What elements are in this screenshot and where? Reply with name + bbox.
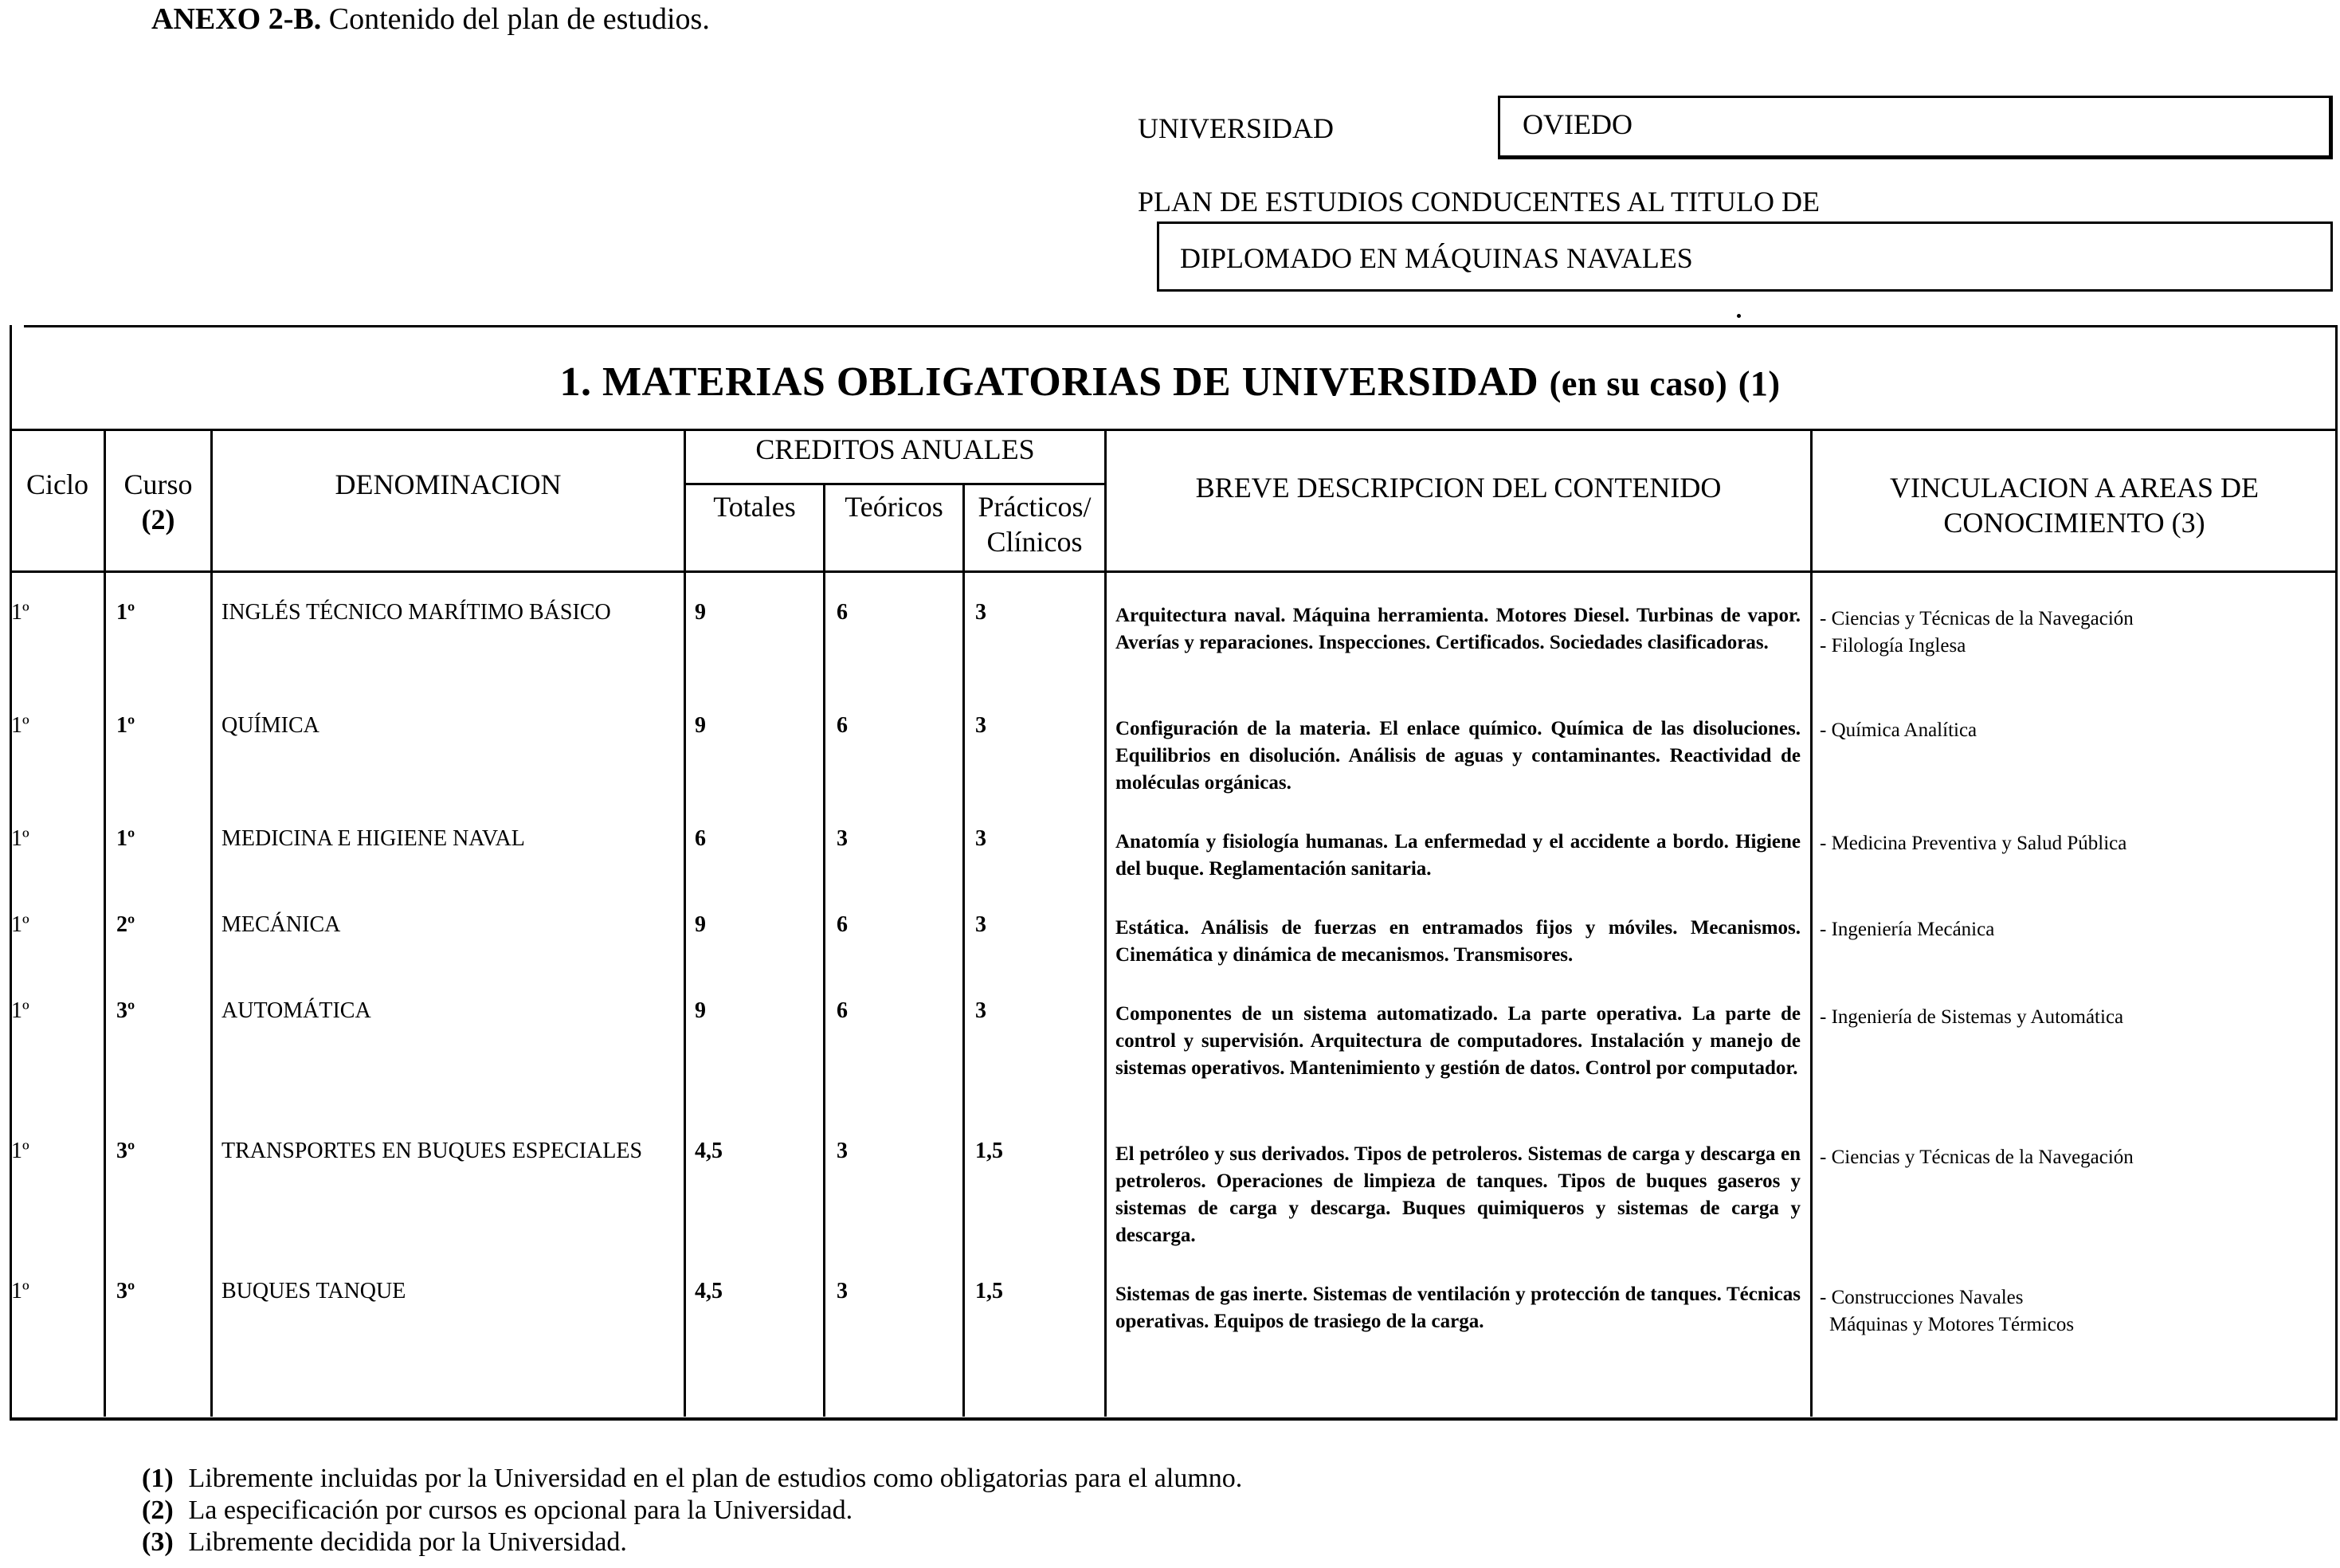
row-descripcion: Anatomía y fisiología humanas. La enfermedad y el accidente a bordo. Higiene del buque. Reglamentación sanitaria. [1115,831,1801,880]
university-label: UNIVERSIDAD [1138,112,1334,144]
section-title-note: (1) [1738,364,1781,403]
footnotes [142,1463,1242,1558]
header-vinculacion [1813,470,2336,540]
col-divider [823,483,825,1417]
header-ciclo: Ciclo [26,468,88,500]
row-area: - Ciencias y Técnicas de la Navegación [1820,1147,2134,1168]
plan-label: PLAN DE ESTUDIOS CONDUCENTES AL TITULO DE [1138,186,1820,218]
row-teoricos: 6 [837,998,848,1023]
header-curso-label: Curso [123,468,193,500]
row-curso: 3º [116,1279,135,1303]
header-bottom-rule [11,570,2336,573]
row-area: - Ingeniería Mecánica [1820,919,1995,940]
row-ciclo: 1º [11,1139,29,1163]
row-totales: 4,5 [695,1279,723,1303]
header-teoricos: Teóricos [845,491,943,523]
row-denominacion: INGLÉS TÉCNICO MARÍTIMO BÁSICO [221,600,611,625]
footnote-text: Libremente incluidas por la Universidad en el plan de estudios como obligatorias para el alumno. [188,1464,1243,1493]
row-curso: 3º [116,1139,135,1163]
footnote [142,1463,1242,1495]
row-ciclo: 1º [11,912,29,937]
row-totales: 4,5 [695,1139,723,1163]
row-area: - Medicina Preventiva y Salud Pública [1820,833,2127,854]
row-ciclo: 1º [11,1279,29,1303]
header-creditos: CREDITOS ANUALES [755,433,1035,465]
annex-number: ANEXO 2-B. [151,2,322,36]
row-denominacion: AUTOMÁTICA [221,998,371,1023]
header-vinculacion-line1: VINCULACION A AREAS DE [1889,472,2260,504]
row-denominacion: QUÍMICA [221,713,319,738]
header-totales: Totales [713,491,796,523]
row-curso: 2º [116,912,135,937]
table-top-border [24,325,2338,327]
credits-subheader-rule [684,483,1104,485]
header-curso-note: (2) [141,504,175,535]
scan-speck [1737,314,1741,318]
row-denominacion: MEDICINA E HIGIENE NAVAL [221,826,525,851]
row-area: - Ciencias y Técnicas de la Navegación [1820,608,2134,629]
row-curso: 1º [116,826,135,851]
header-top-rule [11,429,2336,431]
section-title-suffix: (en su caso) [1549,364,1728,403]
row-area: - Química Analítica [1820,719,1977,741]
row-curso: 1º [116,713,135,738]
row-practicos: 1,5 [975,1139,1003,1163]
row-practicos: 3 [975,998,986,1023]
footnote [142,1495,1242,1527]
col-divider [210,429,213,1417]
row-descripcion: Componentes de un sistema automatizado. La parte operativa. La parte de control y supervisión. Arquitectura de computadores. Instalación y manejo de sistemas operativos. Mantenimiento y gestión de datos. Control por computador. [1115,1003,1801,1079]
footnote-number: (1) [142,1464,174,1493]
annex-text: Contenido del plan de estudios. [328,2,710,36]
row-descripcion: El petróleo y sus derivados. Tipos de petroleros. Sistemas de carga y descarga en petroleros. Operaciones de limpieza de tanques. Tipos de buques gaseros y sistemas de carga y descarga. Buques quimiqueros y sistemas de carga y descarga. [1115,1143,1801,1246]
row-ciclo: 1º [11,826,29,851]
header-practicos [965,489,1104,559]
row-totales: 9 [695,998,706,1023]
row-totales: 9 [695,912,706,937]
row-practicos: 3 [975,713,986,738]
row-practicos: 3 [975,826,986,851]
row-denominacion: TRANSPORTES EN BUQUES ESPECIALES [221,1139,643,1163]
row-area: - Filología Inglesa [1820,635,1966,657]
row-denominacion: MECÁNICA [221,912,341,937]
header-vinculacion-line2: CONOCIMIENTO (3) [1943,507,2205,539]
col-divider [104,429,106,1417]
row-descripcion: Arquitectura naval. Máquina herramienta. Motores Diesel. Turbinas de vapor. Averías y reparaciones. Inspecciones. Certificados. Sociedades clasificadoras. [1115,605,1801,653]
row-teoricos: 6 [837,713,848,738]
col-divider [962,483,965,1417]
row-ciclo: 1º [11,713,29,738]
row-practicos: 3 [975,912,986,937]
section-title-main: 1. MATERIAS OBLIGATORIAS DE UNIVERSIDAD [559,359,1539,405]
footnote [142,1527,1242,1558]
row-teoricos: 3 [837,1139,848,1163]
footnote-number: (3) [142,1527,174,1557]
row-descripcion: Estática. Análisis de fuerzas en entramados fijos y móviles. Mecanismos. Cinemática y dinámica de mecanismos. Transmisores. [1115,917,1801,966]
row-practicos: 1,5 [975,1279,1003,1303]
row-area: Máquinas y Motores Térmicos [1829,1314,2075,1335]
row-teoricos: 3 [837,826,848,851]
row-curso: 3º [116,998,135,1023]
row-teoricos: 3 [837,1279,848,1303]
header-practicos-line1: Prácticos/ [978,491,1092,523]
col-divider [1104,429,1107,1417]
header-denominacion: DENOMINACION [335,468,562,500]
row-area: - Ingeniería de Sistemas y Automática [1820,1006,2124,1028]
row-area: - Construcciones Navales [1820,1287,2024,1308]
row-denominacion: BUQUES TANQUE [221,1279,406,1303]
row-ciclo: 1º [11,600,29,625]
row-totales: 9 [695,600,706,625]
header-descripcion: BREVE DESCRIPCION DEL CONTENIDO [1195,472,1722,504]
row-descripcion: Configuración de la materia. El enlace químico. Química de las disoluciones. Equilibrios en disolución. Análisis de aguas y contaminantes. Reactividad de moléculas orgánicas. [1115,718,1801,794]
university-field: OVIEDO [1498,96,2333,159]
row-totales: 9 [695,713,706,738]
row-descripcion: Sistemas de gas inerte. Sistemas de ventilación y protección de tanques. Técnicas operativas. Equipos de trasiego de la carga. [1115,1284,1801,1332]
header-practicos-line2: Clínicos [986,526,1083,558]
row-teoricos: 6 [837,912,848,937]
footnote-text: Libremente decidida por la Universidad. [188,1527,627,1557]
row-curso: 1º [116,600,135,625]
header-curso [106,467,210,537]
col-divider [1810,429,1813,1417]
row-teoricos: 6 [837,600,848,625]
section-title [0,359,2340,406]
col-divider [684,429,686,1417]
footnote-text: La especificación por cursos es opcional para la Universidad. [188,1495,853,1525]
row-totales: 6 [695,826,706,851]
row-practicos: 3 [975,600,986,625]
row-ciclo: 1º [11,998,29,1023]
footnote-number: (2) [142,1495,174,1525]
degree-field: DIPLOMADO EN MÁQUINAS NAVALES [1157,221,2333,292]
annex-heading [151,2,710,37]
